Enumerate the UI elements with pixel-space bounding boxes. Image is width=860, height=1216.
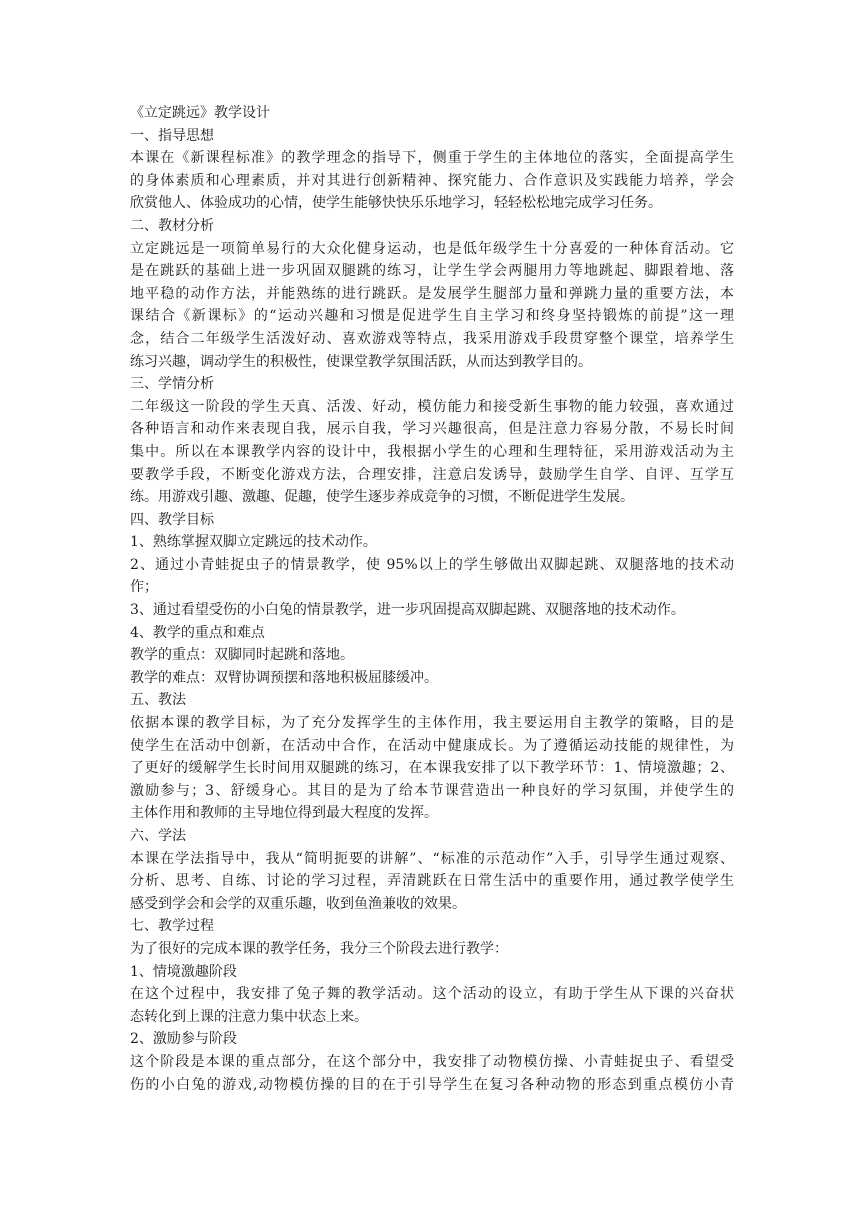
paragraph-line: 态转化到上课的注意力集中状态上来。 [130, 1008, 368, 1025]
subsection-heading: 2、激励参与阶段 [130, 1031, 237, 1048]
paragraph-line: 依据本课的教学目标，为了充分发挥学生的主体作用，我主要运用自主教学的策略，目的是 [130, 715, 734, 732]
list-item: 4、教学的重点和难点 [130, 624, 265, 641]
document-title: 《立定跳远》教学设计 [130, 105, 270, 121]
paragraph-line: 地平稳的动作方法，并能熟练的进行跳跃。是发展学生腿部力量和弹跳力量的重要方法，本 [130, 285, 734, 302]
paragraph-line: 念，结合二年级学生活泼好动、喜欢游戏等特点，我采用游戏手段贯穿整个课堂，培养学生 [130, 330, 734, 347]
paragraph-line: 练。用游戏引趣、激趣、促趣，使学生逐步养成竞争的习惯，不断促进学生发展。 [130, 489, 634, 506]
paragraph-line: 是在跳跃的基础上进一步巩固双腿跳的练习，让学生学会两腿用力等地跳起、脚跟着地、落 [130, 263, 734, 280]
paragraph-line: 本课在《新课程标准》的教学理念的指导下，侧重于学生的主体地位的落实，全面提高学生 [130, 150, 734, 167]
paragraph-line: 分析、思考、自练、讨论的学习过程，弄清跳跃在日常生活中的重要作用，通过教学使学生 [130, 873, 734, 890]
paragraph-line: 本课在学法指导中，我从“简明扼要的讲解”、“标准的示范动作”入手，引导学生通过观察、 [130, 850, 734, 867]
paragraph-line: 教学的难点：双臂协调预摆和落地积极屈膝缓冲。 [130, 669, 438, 686]
section-heading: 三、学情分析 [130, 376, 214, 393]
paragraph-line: 激励参与；3、舒缓身心。其目的是为了给本节课营造出一种良好的学习氛围，并使学生的 [130, 782, 734, 799]
list-item: 作； [130, 579, 158, 596]
paragraph-line: 要教学手段，不断变化游戏方法，合理安排，注意启发诱导，鼓励学生自学、自评、互学互 [130, 466, 734, 483]
paragraph-line: 这个阶段是本课的重点部分，在这个部分中，我安排了动物模仿操、小青蛙捉虫子、看望受 [130, 1053, 734, 1070]
paragraph-line: 了更好的缓解学生长时间用双腿跳的练习，在本课我安排了以下教学环节：1、情境激趣；2、 [130, 760, 734, 777]
section-heading: 四、教学目标 [130, 511, 214, 528]
list-item: 2、通过小青蛙捉虫子的情景教学，使 95%以上的学生够做出双脚起跳、双腿落地的技术动 [130, 556, 734, 573]
paragraph-line: 的身体素质和心理素质，并对其进行创新精神、探究能力、合作意识及实践能力培养，学会 [130, 172, 734, 189]
paragraph-line: 二年级这一阶段的学生天真、活泼、好动，模仿能力和接受新生事物的能力较强，喜欢通过 [130, 398, 734, 415]
list-item: 1、熟练掌握双脚立定跳远的技术动作。 [130, 534, 377, 551]
paragraph-line: 为了很好的完成本课的教学任务，我分三个阶段去进行教学： [130, 940, 508, 957]
paragraph-line: 伤的小白兔的游戏,动物模仿操的目的在于引导学生在复习各种动物的形态到重点模仿小青 [130, 1076, 734, 1093]
paragraph-line: 主体作用和教师的主导地位得到最大程度的发挥。 [130, 805, 438, 822]
subsection-heading: 1、情境激趣阶段 [130, 963, 237, 980]
section-heading: 五、教法 [130, 692, 186, 709]
list-item: 3、通过看望受伤的小白兔的情景教学，进一步巩固提高双脚起跳、双腿落地的技术动作。 [130, 602, 685, 619]
section-heading: 七、教学过程 [130, 918, 214, 935]
paragraph-line: 各种语言和动作来表现自我，展示自我，学习兴趣很高，但是注意力容易分散，不易长时间 [130, 421, 734, 438]
paragraph-line: 练习兴趣，调动学生的积极性，使课堂教学氛围活跃，从而达到教学目的。 [130, 353, 592, 370]
section-heading: 六、学法 [130, 828, 186, 844]
paragraph-line: 立定跳远是一项简单易行的大众化健身运动，也是低年级学生十分喜爱的一种体育活动。它 [130, 240, 734, 257]
section-heading: 一、指导思想 [130, 127, 214, 144]
paragraph-line: 集中。所以在本课教学内容的设计中，我根据小学生的心理和生理特征，采用游戏活动为主 [130, 443, 734, 460]
paragraph-line: 在这个过程中，我安排了兔子舞的教学活动。这个活动的设立，有助于学生从下课的兴奋状 [130, 986, 734, 1003]
paragraph-line: 使学生在活动中创新，在活动中合作，在活动中健康成长。为了遵循运动技能的规律性，为 [130, 737, 734, 754]
paragraph-line: 欣赏他人、体验成功的心情，使学生能够快快乐乐地学习，轻轻松松地完成学习任务。 [130, 195, 662, 212]
paragraph-line: 课结合《新课标》的“运动兴趣和习惯是促进学生自主学习和终身坚持锻炼的前提”这一理 [130, 308, 734, 325]
paragraph-line: 教学的重点：双脚同时起跳和落地。 [130, 647, 354, 664]
paragraph-line: 感受到学会和会学的双重乐趣，收到鱼渔兼收的效果。 [130, 895, 466, 912]
document-page [130, 102, 734, 1096]
section-heading: 二、教材分析 [130, 217, 214, 234]
